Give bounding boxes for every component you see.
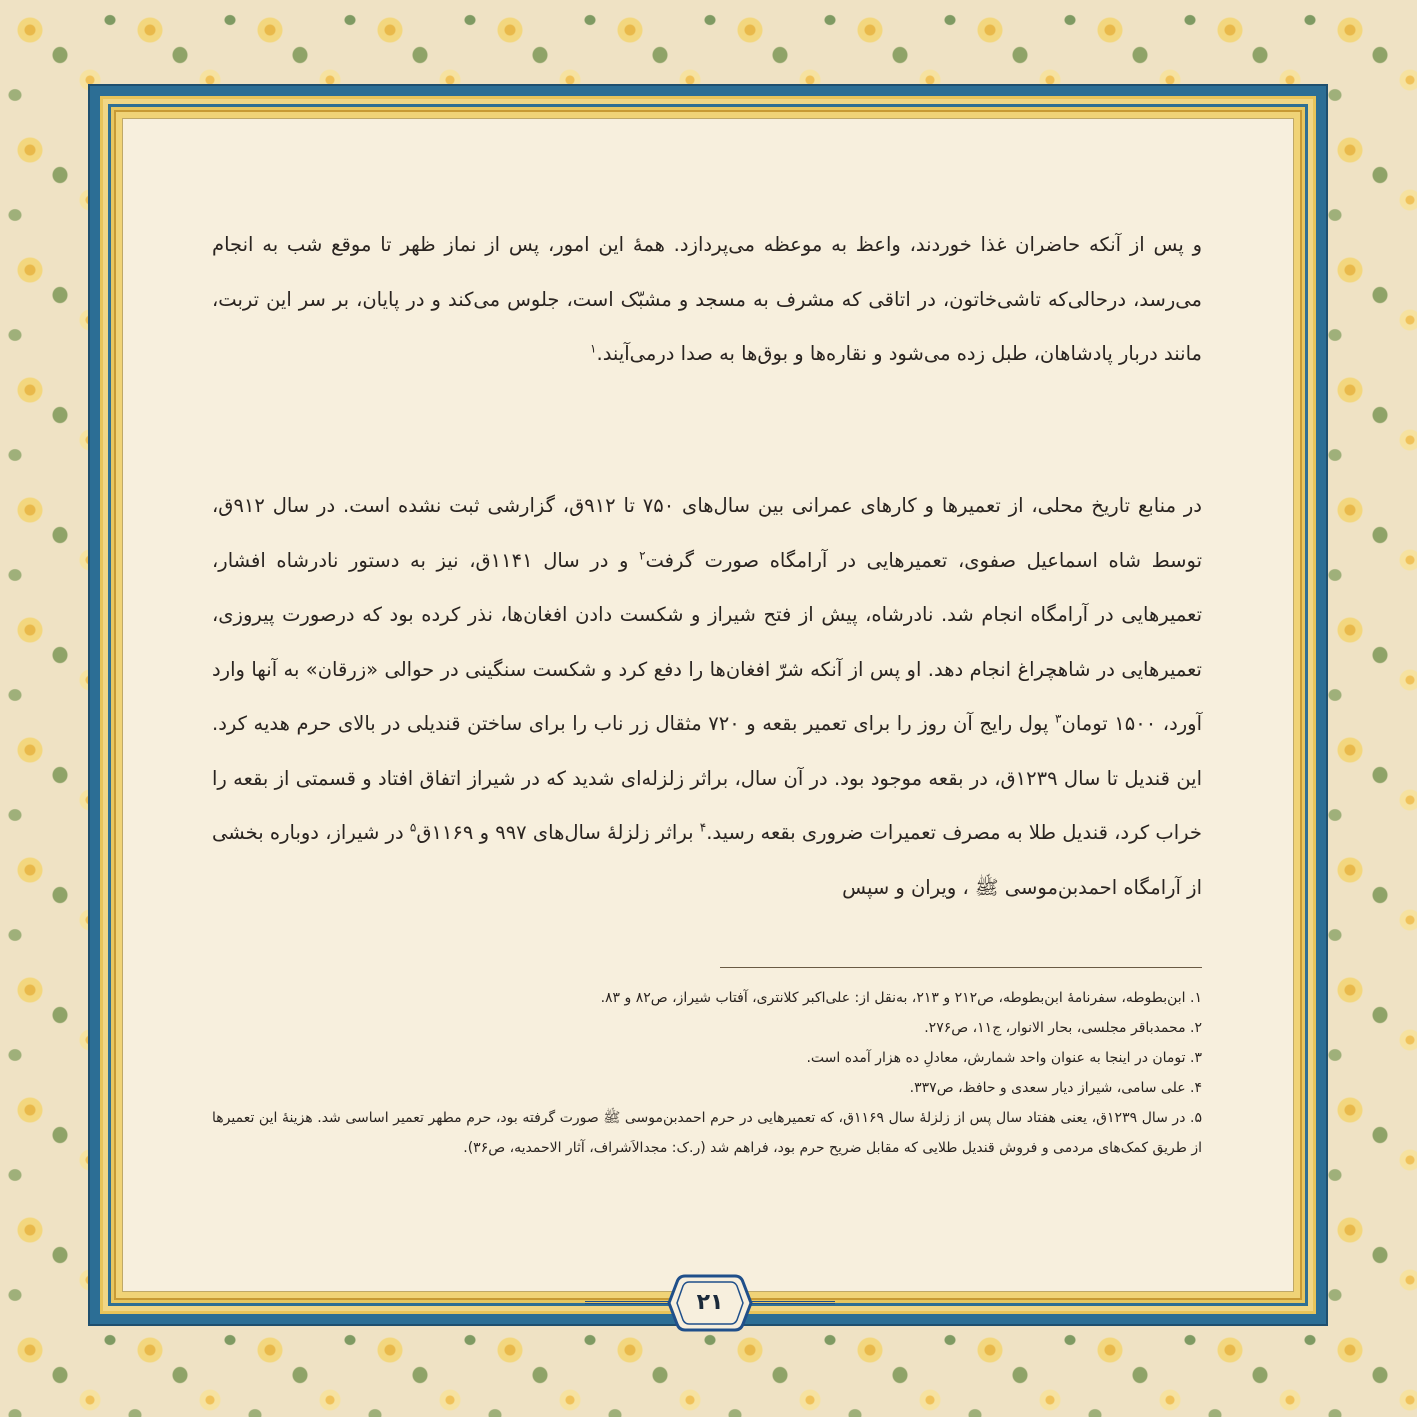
footnote-2: ۲. محمدباقر مجلسی، بحار الانوار، ج۱۱، ص۲۷۶. xyxy=(924,1020,1202,1036)
paragraph-2-text-d: براثر زلزلهٔ سال‌های ۹۹۷ و ۱۱۶۹ق xyxy=(416,821,700,844)
footnote-1: ۱. ابن‌بطوطه، سفرنامهٔ ابن‌بطوطه، ص۲۱۲ و ۲۱۳، به‌نقل از: علی‌اکبر کلانتری، آفتاب شیراز، ص۸۲ و ۸۳. xyxy=(600,990,1202,1006)
footnote-mark-2[interactable]: ۲ xyxy=(639,548,646,562)
paragraph-2-text-b: و در سال ۱۱۴۱ق، نیز به دستور نادرشاه افشار، تعمیرهایی در آرامگاه انجام شد. نادرشاه، پیش از فتح شیراز و شکست دادن افغان‌ها، نذر کرده بود که درصورت پیروزی، تعمیرهایی در شاهچراغ انجام دهد. او پس از آنکه شرّ افغان‌ها را دفع کرد و شکست سنگینی در حوالی «زرقان» به آنها وارد آورد، ۱۵۰۰ تومان xyxy=(212,548,1203,735)
footnote-mark-5[interactable]: ۵ xyxy=(409,820,417,835)
footnotes xyxy=(212,983,1202,1163)
ornament-line-right xyxy=(750,1301,835,1304)
footnote-separator xyxy=(720,967,1202,968)
paragraph-2-text-a: در منابع تاریخ محلی، از تعمیرها و کارهای عمرانی بین سال‌های ۷۵۰ تا ۹۱۲ق، گزارشی ثبت نشده است. در سال ۹۱۲ق، توسط شاه اسماعیل صفوی، تعمیرهایی در آرامگاه صورت گرفت xyxy=(212,494,1202,572)
footnote-mark-1[interactable]: ۱ xyxy=(590,341,597,356)
ornament-line-left xyxy=(585,1301,670,1304)
page-number: ۲۱ xyxy=(696,1290,724,1315)
footnote-mark-3[interactable]: ۳ xyxy=(1055,711,1062,726)
paragraph-2-text-e: در شیراز، دوباره بخشی از آرامگاه احمدبن‌موسی ﷺ ، ویران و سپس xyxy=(212,821,1202,899)
footnote-3: ۳. تومان در اینجا به عنوان واحد شمارش، معادلِ ده هزار آمده است. xyxy=(806,1050,1202,1066)
paragraph-2-text-c: پول رایج آن روز را برای تعمیر بقعه و ۷۲۰ مثقال زر ناب را برای ساختن قندیلی در بالای حرم هدیه کرد. این قندیل تا سال ۱۲۳۹ق، در بقعه موجود بود. در آن سال، براثر زلزله‌ای شدید که در شیراز اتفاق افتاد و قسمتی از بقعه را خراب کرد، قندیل طلا به مصرف تعمیرات ضروری بقعه رسید. xyxy=(212,712,1203,844)
footnote-5: ۵. در سال ۱۲۳۹ق، یعنی هفتاد سال پس از زلزلهٔ سال ۱۱۶۹ق، که تعمیرهایی در حرم احمدبن‌موسی ﷺ صورت گرفته بود، حرم مطهر تعمیر اساسی شد. هزینهٔ این تعمیرها از طریق کمک‌های مردمی و فروش قندیل طلایی که مقابل ضریح حرم بود، فراهم شد (ر.ک: مجدالاَشراف، آثار الاحمدیه، ص۳۶). xyxy=(212,1110,1202,1156)
paragraph-1 xyxy=(212,218,1202,382)
paragraph-2 xyxy=(212,479,1202,915)
footnote-mark-4[interactable]: ۴ xyxy=(699,820,707,835)
footnote-4: ۴. علی سامی، شیراز دیار سعدی و حافظ، ص۳۳۷. xyxy=(909,1080,1202,1096)
paragraph-1-text: و پس از آنکه حاضران غذا خوردند، واعظ به موعظه می‌پردازد. همهٔ این امور، پس از نماز ظهر تا موقع شب به انجام می‌رسد، درحالی‌که تاشی‌خاتون، در اتاقی که مشرف به مسجد و مشبّک است، جلوس می‌کند و در پایان، بر سر این تربت، مانند دربار پادشاهان، طبل زده می‌شود و نقاره‌ها و بوق‌ها به صدا درمی‌آیند. xyxy=(212,233,1202,365)
page-number-ornament xyxy=(585,1270,835,1340)
